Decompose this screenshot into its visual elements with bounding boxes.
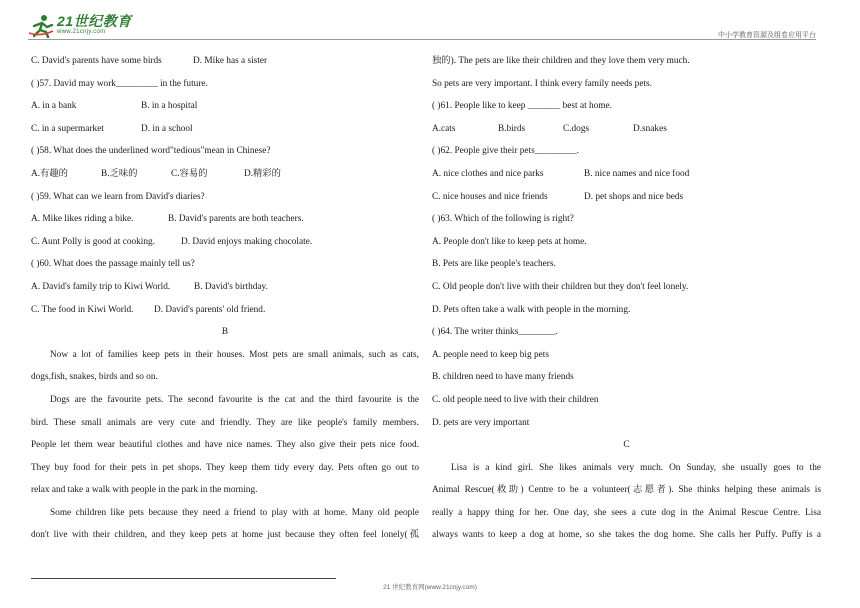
question-62: ( )62. People give their pets_________.: [432, 146, 579, 157]
question-58-options: [31, 163, 419, 186]
question-64-option-b: B. children need to have many friends: [432, 372, 574, 383]
option-a: A. in a bank: [31, 101, 77, 112]
option-a: A.有趣的: [31, 168, 68, 179]
option-d: D. in a school: [141, 123, 193, 134]
option-b: B. nice names and nice food: [584, 168, 690, 179]
question-56-options-cd: [31, 50, 419, 73]
option-d: D. pet shops and nice beds: [584, 191, 684, 202]
footer-divider: [31, 578, 336, 579]
question-64-option-a: A. people need to keep big pets: [432, 349, 549, 360]
option-c: C.容易的: [171, 168, 208, 179]
site-logo: [28, 14, 132, 38]
running-figure-logo-icon: [28, 14, 54, 38]
question-58: ( )58. What does the underlined word"tedious"mean in Chinese?: [31, 146, 271, 157]
option-c: C. nice houses and nice friends: [432, 191, 548, 202]
passage-b-line: 独的). The pets are like their children and they love them very much.: [432, 56, 690, 66]
left-column: [31, 50, 419, 547]
page-footer: 21 世纪教育网(www.21cnjy.com): [383, 584, 477, 591]
logo-name: 21世纪教育: [57, 13, 132, 29]
passage-b-line: So pets are very important. I think every family needs pets.: [432, 78, 652, 89]
option-b: B. David's birthday.: [194, 281, 268, 292]
option-d: D.snakes: [633, 123, 667, 134]
passage-b-line: Dogs are the favourite pets. The second favourite is the cat and the third favourite is the: [50, 394, 419, 405]
option-d: D. David enjoys making chocolate.: [181, 236, 313, 247]
question-57-options-cd: [31, 118, 419, 141]
option-c: C.dogs: [563, 123, 590, 134]
question-63-option-b: B. Pets are like people's teachers.: [432, 259, 556, 270]
option-c: C. The food in Kiwi World.: [31, 304, 134, 315]
option-a: A.cats: [432, 123, 456, 134]
section-heading-c: C: [623, 440, 630, 451]
question-64: ( )64. The writer thinks________.: [432, 327, 558, 338]
option-b: B.birds: [498, 123, 526, 134]
question-59-options-ab: [31, 208, 419, 231]
question-59: ( )59. What can we learn from David's diaries?: [31, 191, 205, 202]
question-57-options-ab: [31, 95, 419, 118]
question-62-options-cd: [432, 186, 821, 209]
logo-url: www.21cnjy.com: [57, 29, 106, 35]
question-61-options: [432, 118, 821, 141]
passage-c-line: Lisa is a kind girl. She likes animals very much. On Sunday, she usually goes to the: [451, 462, 821, 473]
passage-b-line: People let them wear beautiful clothes and have nice names. They also give their pets nice food.: [31, 440, 419, 451]
question-61: ( )61. People like to keep _______ best at home.: [432, 101, 612, 112]
option-c: C. David's parents have some birds: [31, 56, 162, 66]
passage-b-line: Now a lot of families keep pets in their houses. Most pets are small animals, such as cats,: [50, 349, 419, 360]
passage-c-line: Animal Rescue(救助) Centre to be a volunteer(志愿者). She thinks helping these animals is: [432, 485, 821, 496]
option-b: B. in a hospital: [141, 101, 198, 112]
question-64-option-c: C. old people need to live with their children: [432, 394, 599, 405]
passage-b-line: relax and take a walk with people in the park in the morning.: [31, 485, 258, 496]
question-59-options-cd: [31, 231, 419, 254]
question-63-option-c: C. Old people don't live with their children but they don't feel lonely.: [432, 281, 689, 292]
section-heading-b: B: [221, 327, 229, 338]
option-c: C. in a supermarket: [31, 123, 104, 134]
question-63-option-d: D. Pets often take a walk with people in the morning.: [432, 304, 631, 315]
question-60-options-ab: [31, 276, 419, 299]
question-64-option-d: D. pets are very important: [432, 417, 530, 428]
passage-b-line: don't live with their children, and they keep pets at home just because they often feel lonely(孤: [31, 530, 419, 541]
page-header: [0, 0, 860, 44]
passage-c-line: really a happy thing for her. One day, she sees a cute dog in the Animal Rescue Centre. Lisa: [432, 507, 821, 518]
option-c: C. Aunt Polly is good at cooking.: [31, 236, 155, 247]
option-d: D. David's parents' old friend.: [154, 304, 266, 315]
option-d: D. Mike has a sister: [193, 56, 268, 66]
option-d: D.精彩的: [244, 168, 281, 179]
header-divider: [28, 39, 816, 40]
question-57: ( )57. David may work_________ in the future.: [31, 78, 208, 89]
question-60: ( )60. What does the passage mainly tell us?: [31, 259, 195, 270]
passage-b-line: They buy food for their pets in pet shops. They keep them tidy every day. Pets often go out to: [31, 462, 419, 473]
passage-b-line: bird. These small animals are very cute and friendly. They are like people's family members.: [31, 417, 419, 428]
question-60-options-cd: [31, 299, 419, 322]
option-a: A. Mike likes riding a bike.: [31, 214, 134, 225]
passage-b-line: Some children like pets because they need a friend to play with at home. Many old people: [50, 507, 419, 518]
question-63: ( )63. Which of the following is right?: [432, 214, 574, 225]
option-a: A. David's family trip to Kiwi World.: [31, 281, 171, 292]
passage-c-line: always wants to keep a dog at home, so she takes the dog home. She calls her Puffy. Puffy is a: [432, 530, 821, 541]
question-62-options-ab: [432, 163, 821, 186]
right-column: [432, 50, 821, 547]
question-63-option-a: A. People don't like to keep pets at home.: [432, 236, 587, 247]
platform-name: 中小学教育资源及组卷应用平台: [718, 32, 816, 39]
option-a: A. nice clothes and nice parks: [432, 168, 544, 179]
passage-b-line: dogs,fish, snakes, birds and so on.: [31, 372, 158, 383]
option-b: B.乏味的: [101, 168, 138, 179]
option-b: B. David's parents are both teachers.: [168, 214, 304, 225]
